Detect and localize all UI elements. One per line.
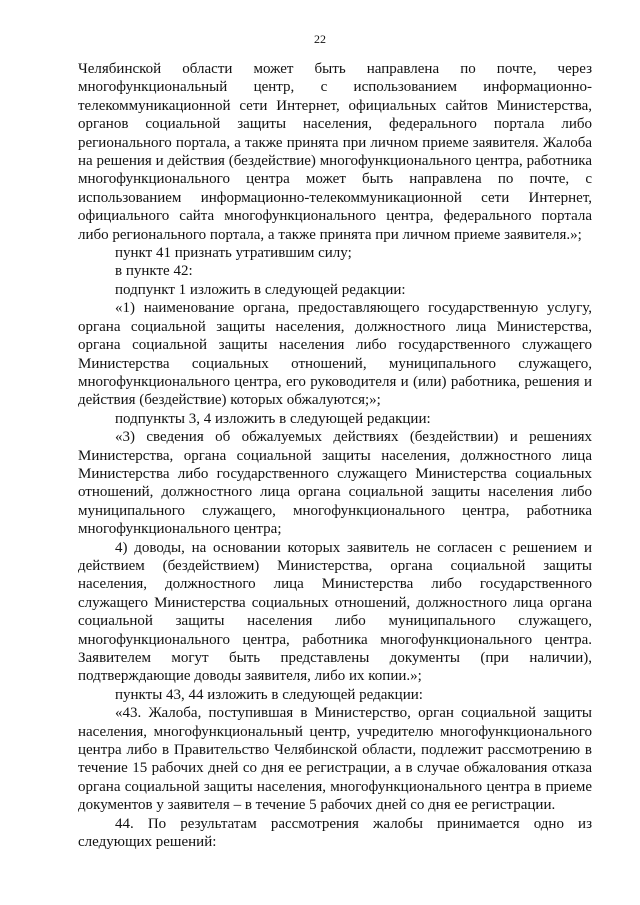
paragraph-subitem-3: «3) сведения об обжалуемых действиях (бездействии) и решениях Министерства, органа социальной защиты населения, должностного лица Министерства либо государственного служащего Министерства социальных отношений, должностного лица органа социальной защиты населения либо муниципального служащего, многофункционального центра, работника многофункционального центра;: [78, 429, 592, 538]
paragraph-subitems-3-4-intro: подпункты 3, 4 изложить в следующей редакции:: [115, 410, 431, 427]
paragraph-items-43-44-intro: пункты 43, 44 изложить в следующей редакции:: [115, 686, 423, 703]
paragraph-subitem-1: «1) наименование органа, предоставляющего государственную услугу, органа социальной защиты населения, должностного лица Министерства, органа социальной защиты населения либо государственного служащего Министерства социальных отношений, муниципального служащего, многофункционального центра, его руководителя и (или) работника, решения и действия (бездействие) которых обжалуются;»;: [78, 300, 592, 409]
paragraph-subitem-4: 4) доводы, на основании которых заявитель не согласен с решением и действием (бездействием) Министерства, органа социальной защиты населения, должностного лица Министерства либо государственного служащего Министерства социальных отношений, должностного лица органа социальной защиты населения либо муниципального служащего, многофункционального центра, работника многофункционального центра. Заявителем могут быть представлены документы (при наличии), подтверждающие доводы заявителя, либо их копии.»;: [78, 539, 592, 685]
page-number: 22: [314, 32, 326, 46]
paragraph-continuation: Челябинской области может быть направлена по почте, через многофункциональный центр, с использованием информационно-телекоммуникационной сети Интернет, официальных сайтов Министерства, органов социальной защиты населения, федерального портала либо регионального портала, а также принята при личном приеме заявителя. Жалоба на решения и действия (бездействие) многофункционального центра, работника многофункционального центра может быть направлена по почте, с использованием информационно-телекоммуникационной сети Интернет, официального сайта многофункционального центра, федерального портала либо регионального портала, а также принята при личном приеме заявителя.»;: [78, 61, 592, 243]
document-body: [78, 60, 592, 851]
paragraph-item-43: «43. Жалоба, поступившая в Министерство, орган социальной защиты населения, многофункциональный центр, учредителю многофункционального центра либо в Правительство Челябинской области, подлежит рассмотрению в течение 15 рабочих дней со дня ее регистрации, а в случае обжалования отказа органа социальной защиты населения, многофункционального центра в приеме документов у заявителя – в течение 5 рабочих дней со дня ее регистрации.: [78, 705, 592, 814]
paragraph-item-41: пункт 41 признать утратившим силу;: [115, 245, 352, 262]
paragraph-item-42: в пункте 42:: [115, 263, 193, 280]
paragraph-item-44: 44. По результатам рассмотрения жалобы принимается одно из следующих решений:: [78, 815, 592, 851]
paragraph-subitem-1-intro: подпункт 1 изложить в следующей редакции:: [115, 281, 406, 298]
